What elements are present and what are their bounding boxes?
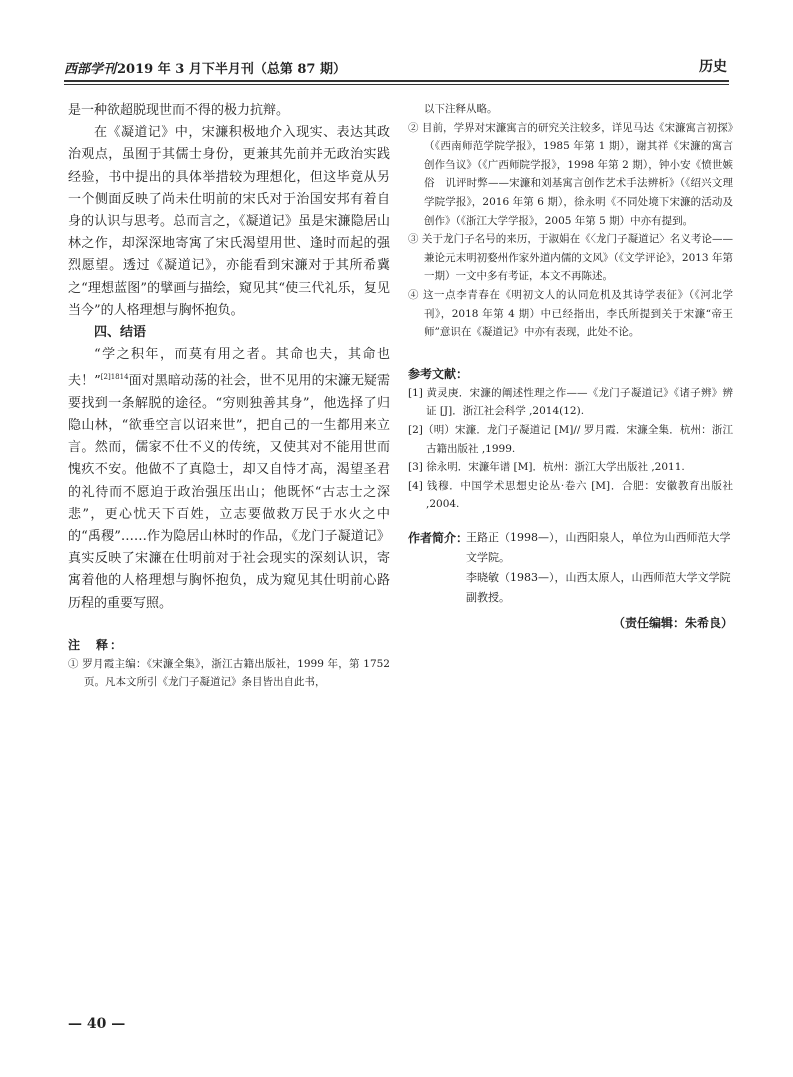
left-column [68,100,390,692]
section-heading: 四、结语 [94,325,147,341]
footnote: ① 罗月霞主编：《宋濂全集》，浙江古籍出版社，1999 年，第 1752 页。凡本文所引《龙门子凝道记》条目皆出自此书， [68,657,390,689]
journal-logo: 西部学刊 [64,62,117,77]
page-header [64,56,729,78]
body-paragraph: 在《凝道记》中，宋濂积极地介入现实、表达其政治观点，虽囿于其儒士身份，更兼其先前并无政治实践经验，书中提出的具体举措较为理想化，但这毕竟从另一个侧面反映了尚未仕明前的宋氏对于治国安邦有着自身的认识与思考。总而言之，《凝道记》虽是宋濂隐居山林之作，却深深地寄寓了宋氏渴望用世、逢时而起的强烈愿望。透过《凝道记》，亦能看到宋濂对于其所希冀之“理想蓝图”的擘画与描绘，窥见其“使三代礼乐，复见当今”的人格理想与胸怀抱负。 [68,125,390,318]
conclusion-paragraph [68,344,390,615]
footnote-continuation: 以下注释从略。 [424,103,498,115]
author-entry: 李晓敏（1983—），山西太原人，山西师范大学文学院副教授。 [466,570,731,604]
issue-info: 2019 年 3 月下半月刊（总第 87 期） [117,62,346,77]
journal-header [64,58,346,77]
conclusion-quote: “学之积年，而莫有用之者。其命也夫，其命也夫！” [68,347,390,389]
section-label: 历史 [699,59,727,75]
footnote: ④ 这一点李青春在《明初文人的认同危机及其诗学表征》（《河北学刊》，2018 年第 4 期）中已经指出，李氏所提到关于宋濂“帝王师”意识在《凝道记》中亦有表现，此处不论。 [408,288,733,339]
author-info [408,528,733,608]
conclusion-text: 面对黑暗动荡的社会，世不见用的宋濂无疑需要找到一条解脱的途径。“穷则独善其身”，他选择了归隐山林，“欲垂空言以诏来世”，把自己的一生都用来立言。然而，儒家不仕不义的传统，又使其对不能用世而愧疚不安。他做不了真隐士，却又自恃才高，渴望圣君的礼待而不愿迫于政治强压出山；他既怀“古志士之深悲”，更心忧天下百姓，立志要做救万民于水火之中的“禹稷”……作为隐居山林时的作品，《龙门子凝道记》真实反映了宋濂在仕明前对于社会现实的深刻认识，寄寓着他的人格理想与胸怀抱负，成为窥见其仕明前心路历程的重要写照。 [68,373,390,611]
reference-item: [2]（明）宋濂．龙门子凝道记 [M]// 罗月霞．宋濂全集．杭州：浙江古籍出版社 ,1999. [408,423,733,455]
author-entry: 王路正（1998—），山西阳泉人，单位为山西师范大学文学院。 [466,530,731,564]
reference-item: [1] 黄灵庚．宋濂的阐述性理之作——《龙门子凝道记》《诸子辨》辨证 [J]．浙江社会科学 ,2014(12). [408,386,733,418]
header-rule-thin [64,84,729,85]
citation-mark: [2]1814 [100,373,129,382]
right-column [408,100,733,631]
page-number: — 40 — [68,1016,126,1032]
editor-credit: （责任编辑：朱希良） [612,615,733,630]
footnote: ② 目前，学界对宋濂寓言的研究关注较多，详见马达《宋濂寓言初探》（《西南师范学院学报》，1985 年第 1 期），谢其祥《宋濂的寓言创作刍议》（《广西师院学报》，1998 年第 2 期），钟小安《愤世嫉俗 讥评时弊——宋濂和刘基寓言创作艺术手法辨析》（《绍兴文理学院学报》，2016 年第 6 期），徐永明《不同处境下宋濂的活动及创作》（《浙江大学学报》，2005 年第 5 期）中亦有提到。 [408,121,733,227]
header-rule [64,80,729,82]
reference-item: [4] 钱穆．中国学术思想史论丛·卷六 [M]．合肥：安徽教育出版社 ,2004. [408,479,733,511]
authors-label: 作者简介： [408,530,469,545]
footnote: ③ 关于龙门子名号的来历，于淑娟在《〈龙门子凝道记〉名义考论——兼论元末明初婺州作家外道内儒的文风》（《文学评论》，2013 年第一期）一文中多有考证，本文不再陈述。 [408,233,733,283]
notes-title: 注 释： [68,637,125,652]
body-paragraph: 是一种欲超脱现世而不得的极力抗辩。 [68,103,290,118]
reference-item: [3] 徐永明．宋濂年谱 [M]．杭州：浙江大学出版社 ,2011. [408,461,685,474]
references-title: 参考文献： [408,366,469,381]
